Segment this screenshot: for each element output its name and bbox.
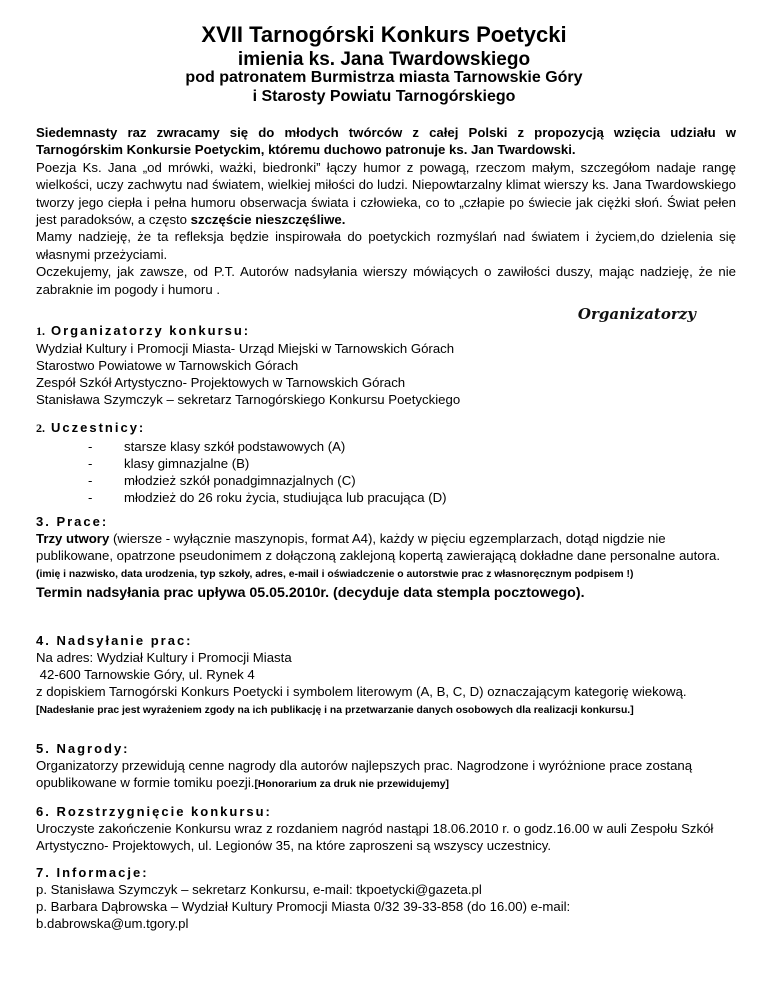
section-heading: 1. Organizatorzy konkursu: [36, 323, 251, 338]
section-results [36, 803, 736, 854]
section-submission [36, 632, 736, 719]
section-organizers [36, 322, 736, 408]
submission-note: [Nadesłanie prac jest wyrażeniem zgody na ich publikację i na przetwarzanie danych osobowych dla realizacji konkursu.] [36, 705, 634, 716]
contact-line: p. Stanisława Szymczyk – sekretarz Konkursu, e-mail: tkpoetycki@gazeta.pl [36, 882, 482, 897]
section-number: 1. [36, 324, 45, 338]
results-text: Uroczyste zakończenie Konkursu wraz z rozdaniem nagród nastąpi 18.06.2010 r. o godz.16.00 w auli Zespołu Szkół Artystyczno- Projektowych, ul. Legionów 35, na które zaproszeni są wszyscy uczestnicy. [36, 821, 714, 853]
intro-paragraph-2: Mamy nadzieję, że ta refleksja będzie inspirowała do poetyckich rozmyślań nad światem i życiem,do dzielenia się własnymi przeżyciami. [36, 229, 736, 262]
patronage-line-2: i Starosty Powiatu Tarnogórskiego [252, 88, 516, 105]
organizer-line: Wydział Kultury i Promocji Miasta- Urząd Miejski w Tarnowskich Górach [36, 341, 455, 356]
address-line: 42-600 Tarnowskie Góry, ul. Rynek 4 [36, 667, 255, 682]
participant-list [36, 438, 736, 506]
intro-paragraph-3: Oczekujemy, jak zawsze, od P.T. Autorów nadsyłania wierszy mówiących o zawiłości duszy, mając nadzieję, że nie zabraknie im pogody i humoru . [36, 264, 736, 297]
prizes-text: Organizatorzy przewidują cenne nagrody dla autorów najlepszych prac. Nagrodzone i wyróżnione prace zostaną opublikowane w formie tomiku poezji.[Honorarium za druk nie przewidujemy] [36, 758, 693, 790]
section-heading: 6. Rozstrzygnięcie konkursu: [36, 804, 272, 819]
deadline: Termin nadsyłania prac upływa 05.05.2010r. (decyduje data stempla pocztowego). [36, 585, 585, 601]
patronage-line-1: pod patronatem Burmistrza miasta Tarnowskie Góry [185, 69, 583, 86]
document-subtitle: imienia ks. Jana Twardowskiego [237, 49, 531, 70]
organizer-line: Stanisława Szymczyk – sekretarz Tarnogórskiego Konkursu Poetyckiego [36, 392, 461, 407]
intro-p1-text: Poezja Ks. Jana „od mrówki, ważki, biedronki” łączy humor z powagą, rzeczom małym, szczegółom nadaje rangę wielkości, uczy zachwytu nad światem, wielkiej miłości do ludzi. Niepowtarzalny klimat wierszy ks. Jana Twardowskiego tworzy jego ciepła i pełna humoru obserwacja świata i człowieka, co to „człapie po świecie jak ciężki słoń. Świat pełen jest paradoksów, a często [36, 159, 736, 228]
organizers-signature: Organizatorzy [577, 305, 696, 323]
section-information [36, 864, 736, 932]
organizer-line: Zespół Szkół Artystyczno- Projektowych w Tarnowskich Górach [36, 375, 406, 390]
section-works [36, 513, 736, 603]
section-heading: 3. Prace: [36, 514, 109, 529]
section-prizes [36, 740, 736, 793]
section-heading: 5. Nagrody: [36, 741, 130, 756]
list-item: - klasy gimnazjalne (B) [88, 456, 250, 471]
section-participants [36, 419, 736, 506]
document-title: XVII Tarnogórski Konkurs Poetycki [201, 22, 567, 47]
intro-lead: Siedemnasty raz zwracamy się do młodych twórców z całej Polski z propozycją wzięcia udziału w Tarnogórskim Konkursie Poetyckim, któremu duchowo patronuje ks. Jan Twardowski. [36, 125, 736, 158]
section-heading: 4. Nadsyłanie prac: [36, 633, 193, 648]
works-note: (imię i nazwisko, data urodzenia, typ szkoły, adres, e-mail i oświadczenie o autorstwie prac z własnoręcznym podpisem !) [36, 569, 634, 580]
intro-paragraph-1 [36, 159, 736, 229]
contact-line: b.dabrowska@um.tgory.pl [36, 916, 189, 931]
address-line: Na adres: Wydział Kultury i Promocji Miasta [36, 650, 292, 665]
organizer-line: Starostwo Powiatowe w Tarnowskich Górach [36, 358, 299, 373]
list-item: - młodzież do 26 roku życia, studiująca lub pracująca (D) [88, 490, 447, 505]
list-item: - starsze klasy szkół podstawowych (A) [88, 439, 346, 454]
section-heading: 7. Informacje: [36, 865, 149, 880]
works-description: Trzy utwory (wiersze - wyłącznie maszynopis, format A4), każdy w pięciu egzemplarzach, dotąd nigdzie nie publikowane, opatrzone pseudonimem z dołączoną zaklejoną kopertą zawierającą dokładne dane personalne autora. (imię i nazwisko, data urodzenia, typ szkoły, adres, e-mail i oświadczenie o autorstwie prac z własnoręcznym podpisem !) [36, 531, 721, 580]
section-heading: 2. Uczestnicy: [36, 420, 146, 435]
list-item: - młodzież szkół ponadgimnazjalnych (C) [88, 473, 356, 488]
intro-p1-bold: szczęście nieszczęśliwe. [190, 212, 346, 228]
prizes-note: [Honorarium za druk nie przewidujemy] [254, 779, 450, 790]
intro-section [36, 124, 736, 298]
contact-line: p. Barbara Dąbrowska – Wydział Kultury Promocji Miasta 0/32 39-33-858 (do 16.00) e-mail: [36, 899, 571, 914]
submission-text: z dopiskiem Tarnogórski Konkurs Poetycki i symbolem literowym (A, B, C, D) oznaczającym kategorię wiekową. [Nadesłanie prac jest wyrażeniem zgody na ich publikację i na przetwarzanie danych osobowych dla realizacji konkursu.] [36, 684, 687, 716]
section-number: 2. [36, 421, 45, 435]
